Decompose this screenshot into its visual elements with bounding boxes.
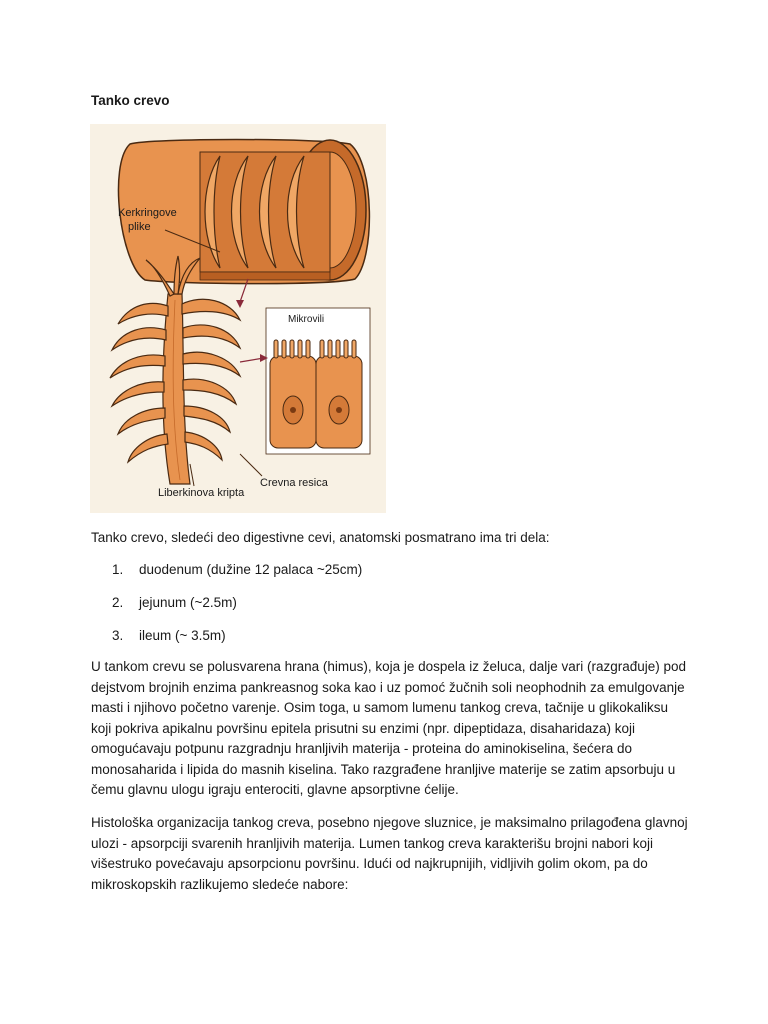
label-plicae-line1: Kerkringove (118, 207, 177, 219)
paragraph-digestion: U tankom crevu se polusvarena hrana (himus), koja je dospela iz želuca, dalje vari (razgrađuje) pod dejstvom brojnih enzima pankreasnog soka kao i uz pomoć žučnih soli neophodnih za emulgovanje masti i njihovo početno varenje. Osim toga, u samom lumenu tankog creva, tačnije u glikokaliksu koji pokriva apikalnu površinu epitela prisutni su enzimi (npr. dipeptidaza, disaharidaza) koji omogućavaju potpunu razgradnju hranljivih materija - proteina do aminokiselina, šećera do monosaharida i lipida do masnih kiselina. Tako razgrađene hranljive materije se zatim apsorbuju u čemu glavnu ulogu igraju enterociti, glavne apsorptivne ćelije. (91, 659, 687, 797)
paragraph-histology: Histološka organizacija tankog creva, posebno njegove sluznice, je maksimalno prilagođena glavnoj ulozi - apsorpciji svarenih hranljivih materija. Lumen tankog creva karakterišu brojni nabori koji višestruko povećavaju apsorpcionu površinu. Idući od najkrupnijih, vidljivih golim okom, pa do mikroskopskih razlikujemo sledeće nabore: (91, 815, 688, 892)
microvilli-inset (266, 308, 370, 454)
intestine-illustration (90, 124, 386, 513)
intestine-diagram (90, 124, 386, 513)
label-microvilli: Mikrovili (288, 314, 325, 325)
list-number: 1. (112, 562, 124, 577)
intro-text: Tanko crevo, sledeći deo digestivne cevi, anatomski posmatrano ima tri dela: (91, 530, 550, 545)
page-title: Tanko crevo (91, 93, 170, 108)
label-crypt: Liberkinova kripta (158, 487, 245, 499)
list-text: duodenum (dužine 12 palaca ~25cm) (139, 562, 363, 577)
list-number: 2. (112, 595, 124, 610)
list-text: jejunum (~2.5m) (139, 595, 237, 610)
list-text: ileum (~ 3.5m) (139, 628, 226, 643)
label-villus: Crevna resica (260, 477, 328, 489)
list-number: 3. (112, 628, 124, 643)
label-plicae-line2: plike (128, 221, 151, 233)
